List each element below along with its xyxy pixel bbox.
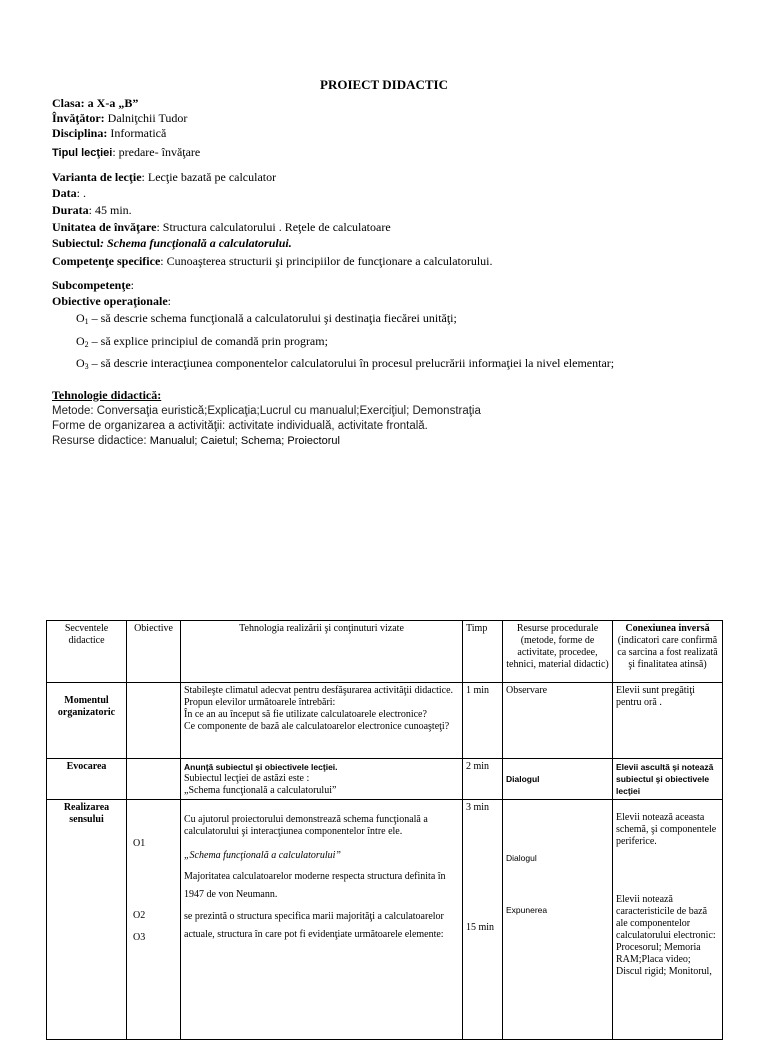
competente-line xyxy=(52,254,493,269)
lesson-table xyxy=(46,620,723,1040)
stage-realizarea: Realizarea sensului xyxy=(47,800,127,1040)
invatator-line xyxy=(52,111,187,126)
row2-content: Anunţă subiectul şi obiectivele lecţiei. Subiectul lecţiei de astăzi este : „Schema funcţională a calculatorului” xyxy=(181,759,463,800)
metode-line: Metode: Conversaţia euristică;Explicaţia;Lucrul cu manualul;Exerciţiul; Demonstraţia xyxy=(52,405,481,417)
stage-evocarea: Evocarea xyxy=(47,759,127,800)
stage-momentul: Momentul organizatoric xyxy=(47,683,127,759)
disciplina-value: Informatică xyxy=(107,126,167,140)
objective-3: $O_3$ – să descrie interacţiunea componentelor calculatorului în procesul prelucrării informaţiei la nivel elementar; xyxy=(76,356,615,371)
tipul-line xyxy=(52,145,200,161)
unitatea-label: Unitatea de învăţare xyxy=(52,220,157,234)
unitatea-line xyxy=(52,220,391,235)
data-line xyxy=(52,186,86,201)
row3-time: 3 min 15 min xyxy=(463,800,503,1040)
data-label: Data xyxy=(52,186,77,200)
tipul-label: Tipul lecţiei xyxy=(52,147,113,159)
varianta-line xyxy=(52,170,276,185)
row3-resources: Dialogul Expunerea xyxy=(503,800,613,1040)
row2-time: 2 min xyxy=(463,759,503,800)
durata-line xyxy=(52,203,132,218)
row1-objectives xyxy=(127,683,181,759)
clasa-line xyxy=(52,96,138,111)
row3-objectives: O1 O2 O3 xyxy=(127,800,181,1040)
row1-time: 1 min xyxy=(463,683,503,759)
row2-objectives xyxy=(127,759,181,800)
row1-resources: Observare xyxy=(503,683,613,759)
obiective-line xyxy=(52,294,171,309)
varianta-label: Varianta de lecţie xyxy=(52,170,142,184)
row3-feedback: Elevii notează aceasta schemă, şi componentele periferice. Elevii notează caracteristicile de bază ale componentelor calculatorului electronic: Procesorul; Memoria RAM;Placa video; Discul rigid; Monitorul, xyxy=(613,800,723,1040)
objective-1: $O_1$ – să descrie schema funcţională a calculatorului şi destinaţia fiecărei unităţi; xyxy=(76,311,457,326)
header-tehnologia: Tehnologia realizării şi conţinuturi vizate xyxy=(181,621,463,683)
document-title: PROIECT DIDACTIC xyxy=(320,77,448,92)
table-row xyxy=(47,800,723,1040)
varianta-value: : Lecţie bazată pe calculator xyxy=(141,170,277,184)
header-obiective: Obiective xyxy=(127,621,181,683)
subcompetente-label: Subcompetenţe xyxy=(52,278,131,292)
tipul-value: : predare- învăţare xyxy=(112,145,201,159)
data-value: : . xyxy=(76,186,87,200)
obiective-value: : xyxy=(167,294,171,308)
table-row xyxy=(47,759,723,800)
forme-line: Forme de organizarea a activităţii: activitate individuală, activitate frontală. xyxy=(52,420,428,432)
header-conexiunea: Conexiunea inversă (indicatori care confirmă ca sarcina a fost realizată şi finalitatea atinsă) xyxy=(613,621,723,683)
durata-value: : 45 min. xyxy=(88,203,132,217)
objective-2: $O_2$ – să explice principiul de comandă prin program; xyxy=(76,334,328,349)
table-row xyxy=(47,683,723,759)
subcompetente-value: : xyxy=(130,278,135,292)
subiectul-value: : Schema funcţională a calculatorului. xyxy=(100,236,292,250)
resurse-value: Manualul; Caietul; Schema; Proiectorul xyxy=(149,435,340,447)
disciplina-line xyxy=(52,126,166,141)
tehnologie-heading: Tehnologie didactică: xyxy=(52,388,162,402)
row2-resources: Dialogul xyxy=(503,759,613,800)
subiectul-label: Subiectul xyxy=(52,236,101,250)
competente-label: Competenţe specifice xyxy=(52,254,161,268)
subiectul-line xyxy=(52,236,292,251)
row2-feedback: Elevii ascultă şi notează subiectul şi obiectivele lecţiei xyxy=(613,759,723,800)
resurse-line xyxy=(52,434,340,449)
header-resurse: Resurse procedurale (metode, forme de activitate, procedee, tehnici, material didactic) xyxy=(503,621,613,683)
header-timp: Timp xyxy=(463,621,503,683)
row3-content: Cu ajutorul proiectorului demonstrează schema funcţională a calculatorului şi interacţiunea componentelor între ele. „Schema funcţională a calculatorului” Majoritatea calculatoarelor moderne respecta structura definita în 1947 de von Neumann. se prezintă o structura specifica marii majorităţi a calculatoarelor actuale, structura în care pot fi evidenţiate următoarele elemente: xyxy=(181,800,463,1040)
competente-value: : Cunoaşterea structurii şi principiilor de funcţionare a calculatorului. xyxy=(160,254,493,268)
disciplina-label: Disciplina: xyxy=(52,126,108,140)
clasa-label: Clasa: a X-a „B” xyxy=(52,96,139,110)
unitatea-value: : Structura calculatorului . Reţele de calculatoare xyxy=(156,220,391,234)
header-secvente: Secventele didactice xyxy=(47,621,127,683)
row1-feedback: Elevii sunt pregătiţi pentru oră . xyxy=(613,683,723,759)
resurse-label: Resurse didactice: xyxy=(52,435,150,447)
table-header-row xyxy=(47,621,723,683)
durata-label: Durata xyxy=(52,203,89,217)
obiective-label: Obiective operaţionale xyxy=(52,294,168,308)
row1-content: Stabileşte climatul adecvat pentru desfăşurarea activităţii didactice. Propun elevilor următoarele întrebări: În ce an au început să fie utilizate calculatoarele electronice? Ce componente de bază ale calculatoarelor electronice cunoaşteţi? xyxy=(181,683,463,759)
invatator-value: Dalniţchii Tudor xyxy=(104,111,188,125)
subcompetente-line xyxy=(52,278,134,293)
invatator-label: Învăţător: xyxy=(52,111,105,125)
